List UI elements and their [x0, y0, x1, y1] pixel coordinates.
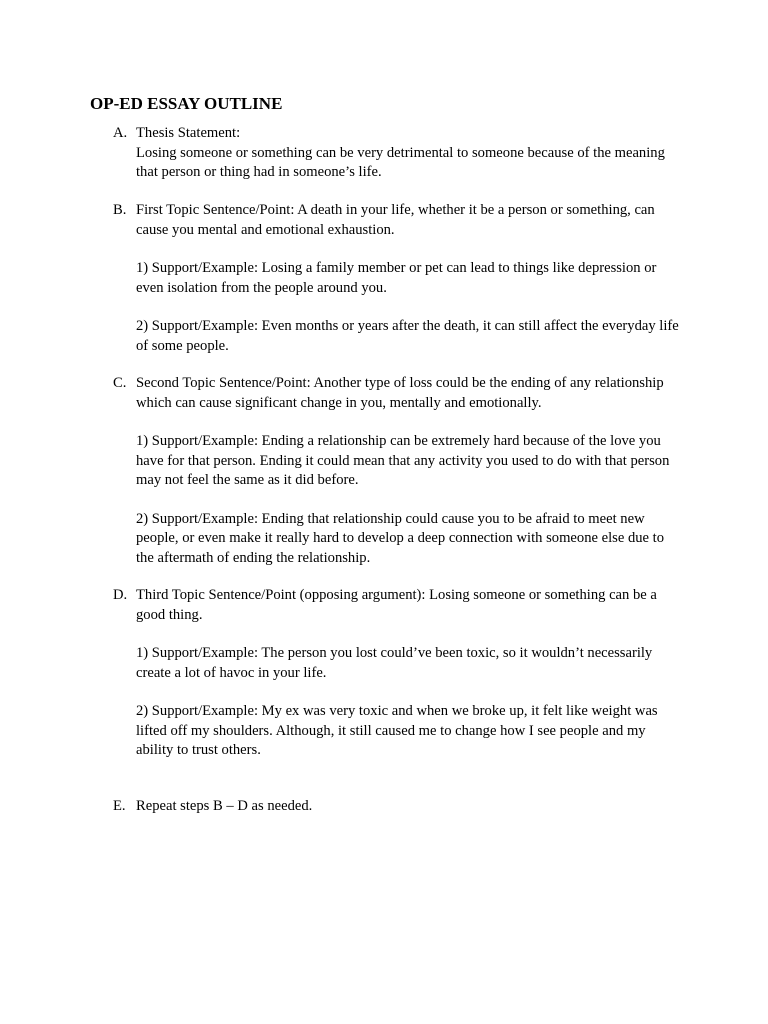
- page-title: OP-ED ESSAY OUTLINE: [90, 94, 283, 113]
- outline-paragraph: Losing someone or something can be very detrimental to someone because of the meaning that person or thing had in someone’s life.: [136, 144, 665, 180]
- outline-paragraph: Third Topic Sentence/Point (opposing argument): Losing someone or something can be a good thing.: [136, 587, 657, 623]
- outline-item-letter: C.: [113, 375, 127, 391]
- outline-paragraph: 2) Support/Example: Even months or years after the death, it can still affect the everyday life of some people.: [136, 318, 679, 354]
- outline-item-letter: E.: [113, 798, 126, 814]
- outline-item-body: [136, 586, 683, 761]
- outline-item-body: [136, 201, 683, 356]
- outline-item-letter: D.: [113, 587, 128, 603]
- outline-item-e: [113, 797, 683, 817]
- outline-item-letter: B.: [113, 202, 127, 218]
- outline-paragraph: 1) Support/Example: Losing a family member or pet can lead to things like depression or even isolation from the people around you.: [136, 260, 657, 296]
- outline-item-body: [136, 374, 683, 568]
- outline-paragraph: First Topic Sentence/Point: A death in your life, whether it be a person or something, can cause you mental and emotional exhaustion.: [136, 202, 655, 238]
- outline-paragraph: 2) Support/Example: My ex was very toxic and when we broke up, it felt like weight was lifted off my shoulders. Although, it still caused me to change how I see people and my ability to trust others.: [136, 703, 658, 758]
- outline-paragraph: 2) Support/Example: Ending that relationship could cause you to be afraid to meet new people, or even make it really hard to develop a deep connection with someone else due to the aftermath of ending the relationship.: [136, 510, 665, 566]
- outline-item-body: [136, 797, 683, 817]
- outline-item-a: [113, 124, 683, 183]
- outline-paragraph: Second Topic Sentence/Point: Another type of loss could be the ending of any relationship which can cause significant change in you, mentally and emotionally.: [136, 375, 664, 411]
- outline-paragraph: Thesis Statement:: [136, 125, 241, 141]
- outline-item-c: [113, 374, 683, 568]
- outline-item-b: [113, 201, 683, 356]
- outline-item-letter: A.: [113, 125, 128, 141]
- outline-item-body: [136, 124, 683, 183]
- outline-paragraph: 1) Support/Example: The person you lost could’ve been toxic, so it wouldn’t necessarily create a lot of havoc in your life.: [136, 645, 653, 681]
- outline-paragraph: 1) Support/Example: Ending a relationship can be extremely hard because of the love you have for that person. Ending it could mean that any activity you used to do with that person may not feel the same as it did before.: [136, 433, 670, 488]
- outline-item-d: [113, 586, 683, 761]
- outline-paragraph: Repeat steps B – D as needed.: [136, 798, 313, 814]
